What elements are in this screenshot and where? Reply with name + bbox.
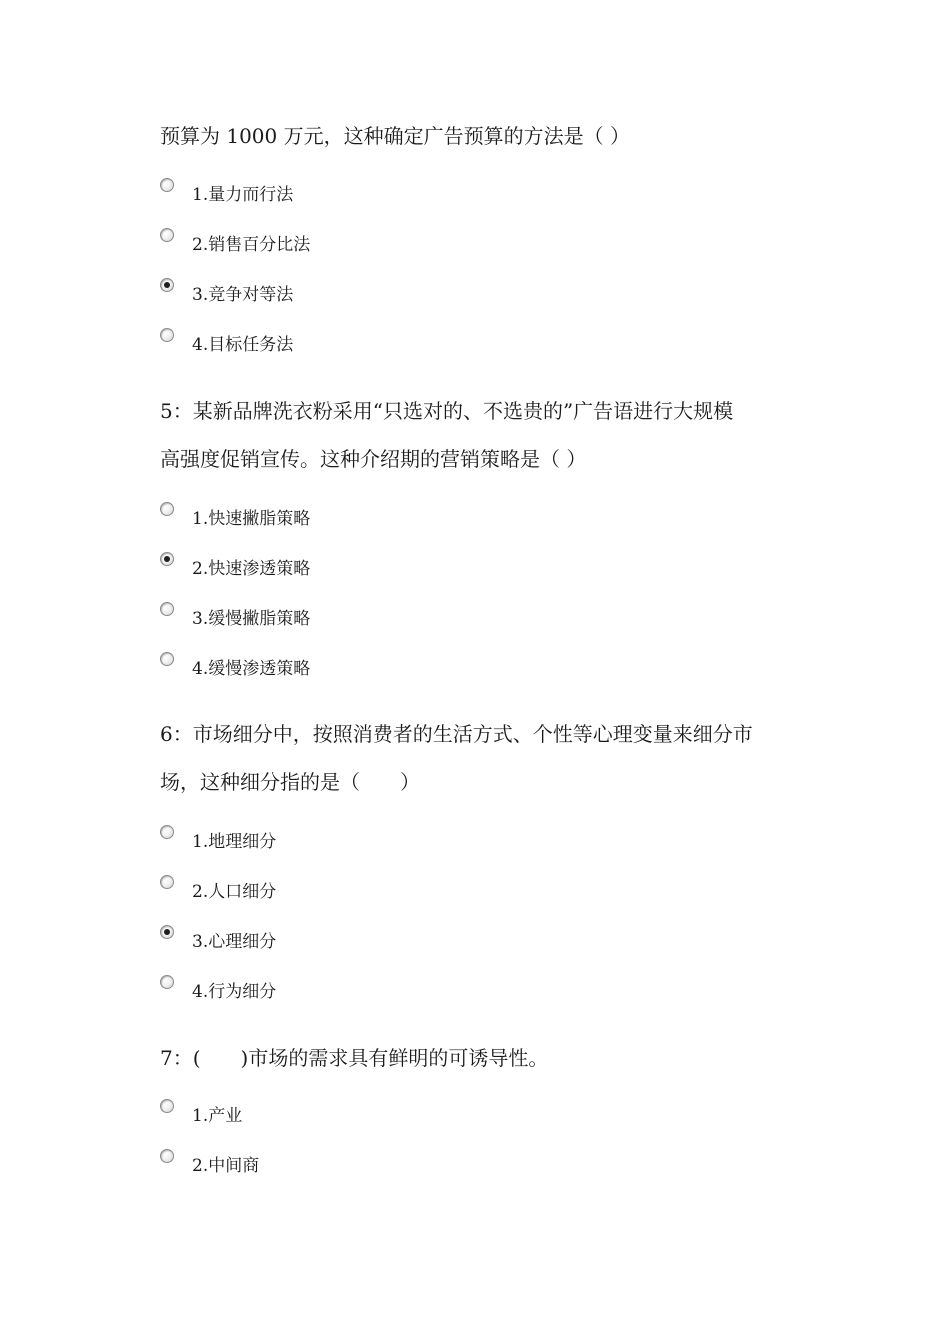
radio-button[interactable]	[160, 652, 174, 666]
radio-button[interactable]	[160, 178, 174, 192]
question-line: 预算为 1000 万元，这种确定广告预算的方法是（ ）	[160, 124, 630, 148]
option-label: 1.量力而行法	[192, 185, 294, 205]
radio-button[interactable]	[160, 328, 174, 342]
question-text	[160, 710, 840, 806]
radio-button[interactable]	[160, 1099, 174, 1113]
option-label: 4.行为细分	[192, 982, 277, 1002]
option-label: 4.目标任务法	[192, 335, 294, 355]
option-label: 1.产业	[192, 1106, 243, 1126]
option-label: 2.快速渗透策略	[192, 559, 311, 579]
question-text	[160, 1034, 840, 1082]
radio-button[interactable]	[160, 925, 174, 939]
option-label: 3.缓慢撇脂策略	[192, 609, 311, 629]
radio-button[interactable]	[160, 602, 174, 616]
question-line: 场，这种细分指的是（ ）	[160, 770, 420, 794]
option-label: 2.人口细分	[192, 882, 277, 902]
radio-button[interactable]	[160, 825, 174, 839]
radio-button[interactable]	[160, 975, 174, 989]
question-text	[160, 387, 840, 483]
radio-button[interactable]	[160, 228, 174, 242]
option-label: 4.缓慢渗透策略	[192, 659, 311, 679]
question-line: 6：市场细分中，按照消费者的生活方式、个性等心理变量来细分市	[160, 722, 753, 746]
option-label: 1.地理细分	[192, 832, 277, 852]
option-label: 3.竞争对等法	[192, 285, 294, 305]
radio-button[interactable]	[160, 502, 174, 516]
question-line: 高强度促销宣传。这种介绍期的营销策略是（ ）	[160, 447, 587, 471]
option-label: 2.销售百分比法	[192, 235, 311, 255]
option-label: 1.快速撇脂策略	[192, 509, 311, 529]
option-label: 2.中间商	[192, 1156, 260, 1176]
question-line: 5：某新品牌洗衣粉采用“只选对的、不选贵的”广告语进行大规模	[160, 399, 734, 423]
question-text	[160, 112, 840, 160]
radio-button[interactable]	[160, 552, 174, 566]
option-label: 3.心理细分	[192, 932, 277, 952]
radio-button[interactable]	[160, 875, 174, 889]
radio-button[interactable]	[160, 1149, 174, 1163]
question-line: 7：( )市场的需求具有鲜明的可诱导性。	[160, 1046, 549, 1070]
radio-button[interactable]	[160, 278, 174, 292]
